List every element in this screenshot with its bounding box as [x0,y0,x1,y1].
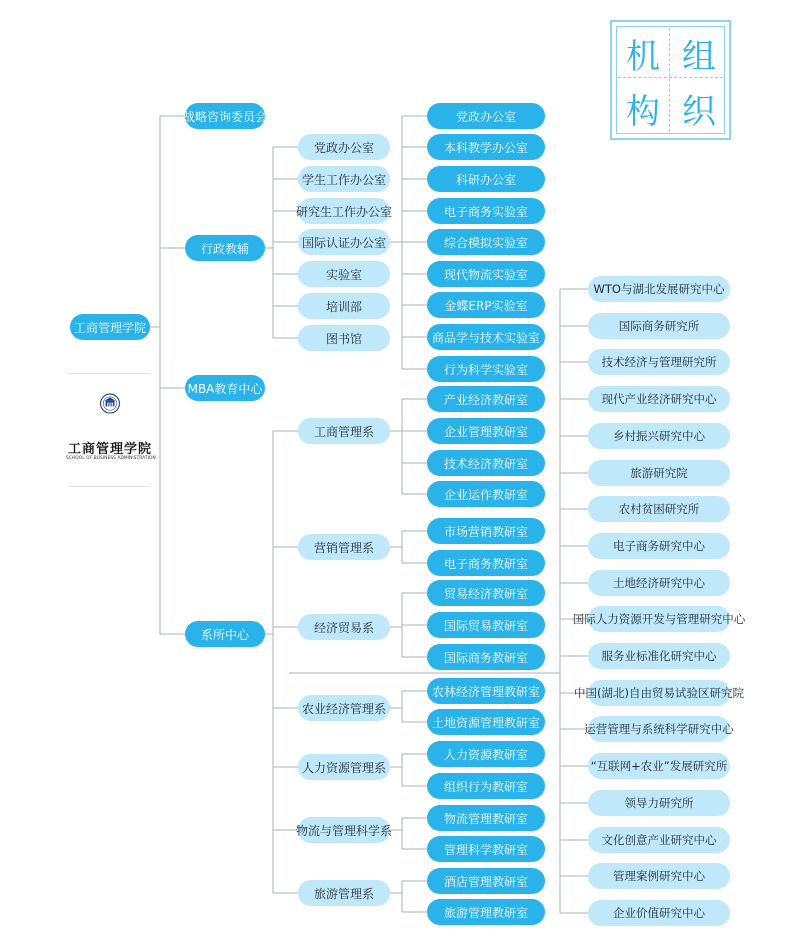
department-node: 人力资源管理系 [298,754,390,780]
institute-node: 农村贫困研究所 [588,496,730,522]
institute-node: 运营管理与系统科学研究中心 [588,716,730,742]
level1-node: MBA教育中心 [185,375,265,401]
institute-node: 文化创意产业研究中心 [588,827,730,853]
institute-node: 中国(湖北)自由贸易试验区研究院 [588,680,730,706]
section-node: 农林经济管理教研室 [427,678,545,704]
institute-node: 领导力研究所 [588,790,730,816]
institute-node: 服务业标准化研究中心 [588,643,730,669]
institute-node: “互联网+农业”发展研究所 [588,753,730,779]
institute-node: WTO与湖北发展研究中心 [588,276,730,302]
department-node: 营销管理系 [298,534,390,560]
institute-node: 国际商务研究所 [588,313,730,339]
admin-office-node: 学生工作办公室 [298,166,390,192]
logo-name-en: SCHOOL OF BUSINESS ADMINISTRATION [66,456,156,461]
level1-node: 系所中心 [185,621,265,647]
institute-node: 旅游研究院 [588,460,730,486]
admin-unit-node: 电子商务实验室 [427,198,545,224]
section-node: 物流管理教研室 [427,805,545,831]
admin-unit-node: 本科教学办公室 [427,134,545,160]
section-node: 贸易经济教研室 [427,580,545,606]
section-node: 酒店管理教研室 [427,868,545,894]
section-node: 人力资源教研室 [427,741,545,767]
school-emblem-icon [68,393,152,433]
section-node: 管理科学教研室 [427,836,545,862]
institute-node: 乡村振兴研究中心 [588,423,730,449]
logo-name: 工商管理学院 [68,442,153,457]
department-node: 物流与管理科学系 [298,817,390,843]
department-node: 旅游管理系 [298,880,390,906]
admin-office-node: 党政办公室 [298,134,390,160]
institute-node: 企业价值研究中心 [588,900,730,926]
admin-office-node: 国际认证办公室 [298,229,390,255]
department-node: 工商管理系 [298,418,390,444]
section-node: 市场营销教研室 [427,518,545,544]
logo-divider [68,373,150,374]
section-node: 企业运作教研室 [427,481,545,507]
admin-unit-node: 金蝶ERP实验室 [427,292,545,318]
admin-unit-node: 科研办公室 [427,166,545,192]
section-node: 产业经济教研室 [427,386,545,412]
title-box [610,20,731,140]
section-node: 企业管理教研室 [427,418,545,444]
section-node: 土地资源管理教研室 [427,709,545,735]
institute-node: 国际人力资源开发与管理研究中心 [588,606,730,632]
admin-unit-node: 现代物流实验室 [427,261,545,287]
title-char: 织 [682,91,716,132]
institute-node: 现代产业经济研究中心 [588,386,730,412]
title-char: 机 [626,36,660,77]
level1-node: 行政教辅 [185,235,265,261]
section-node: 技术经济教研室 [427,450,545,476]
section-node: 组织行为教研室 [427,773,545,799]
logo-divider [68,486,150,487]
institute-node: 电子商务研究中心 [588,533,730,559]
section-node: 国际贸易教研室 [427,612,545,638]
admin-unit-node: 综合模拟实验室 [427,229,545,255]
level1-node: 战略咨询委员会 [185,103,265,129]
institute-node: 土地经济研究中心 [588,570,730,596]
section-node: 国际商务教研室 [427,644,545,670]
institute-node: 管理案例研究中心 [588,863,730,889]
section-node: 旅游管理教研室 [427,899,545,925]
admin-unit-node: 行为科学实验室 [427,356,545,382]
admin-office-node: 图书馆 [298,325,390,351]
title-char: 组 [682,36,716,77]
root-node: 工商管理学院 [70,314,150,340]
admin-unit-node: 商品学与技术实验室 [427,324,545,350]
title-divider [669,28,670,132]
admin-unit-node: 党政办公室 [427,103,545,129]
section-node: 电子商务教研室 [427,550,545,576]
department-node: 经济贸易系 [298,614,390,640]
department-node: 农业经济管理系 [298,695,390,721]
admin-office-node: 实验室 [298,261,390,287]
admin-office-node: 研究生工作办公室 [298,198,390,224]
admin-office-node: 培训部 [298,293,390,319]
institute-node: 技术经济与管理研究所 [588,349,730,375]
title-char: 构 [626,91,660,132]
